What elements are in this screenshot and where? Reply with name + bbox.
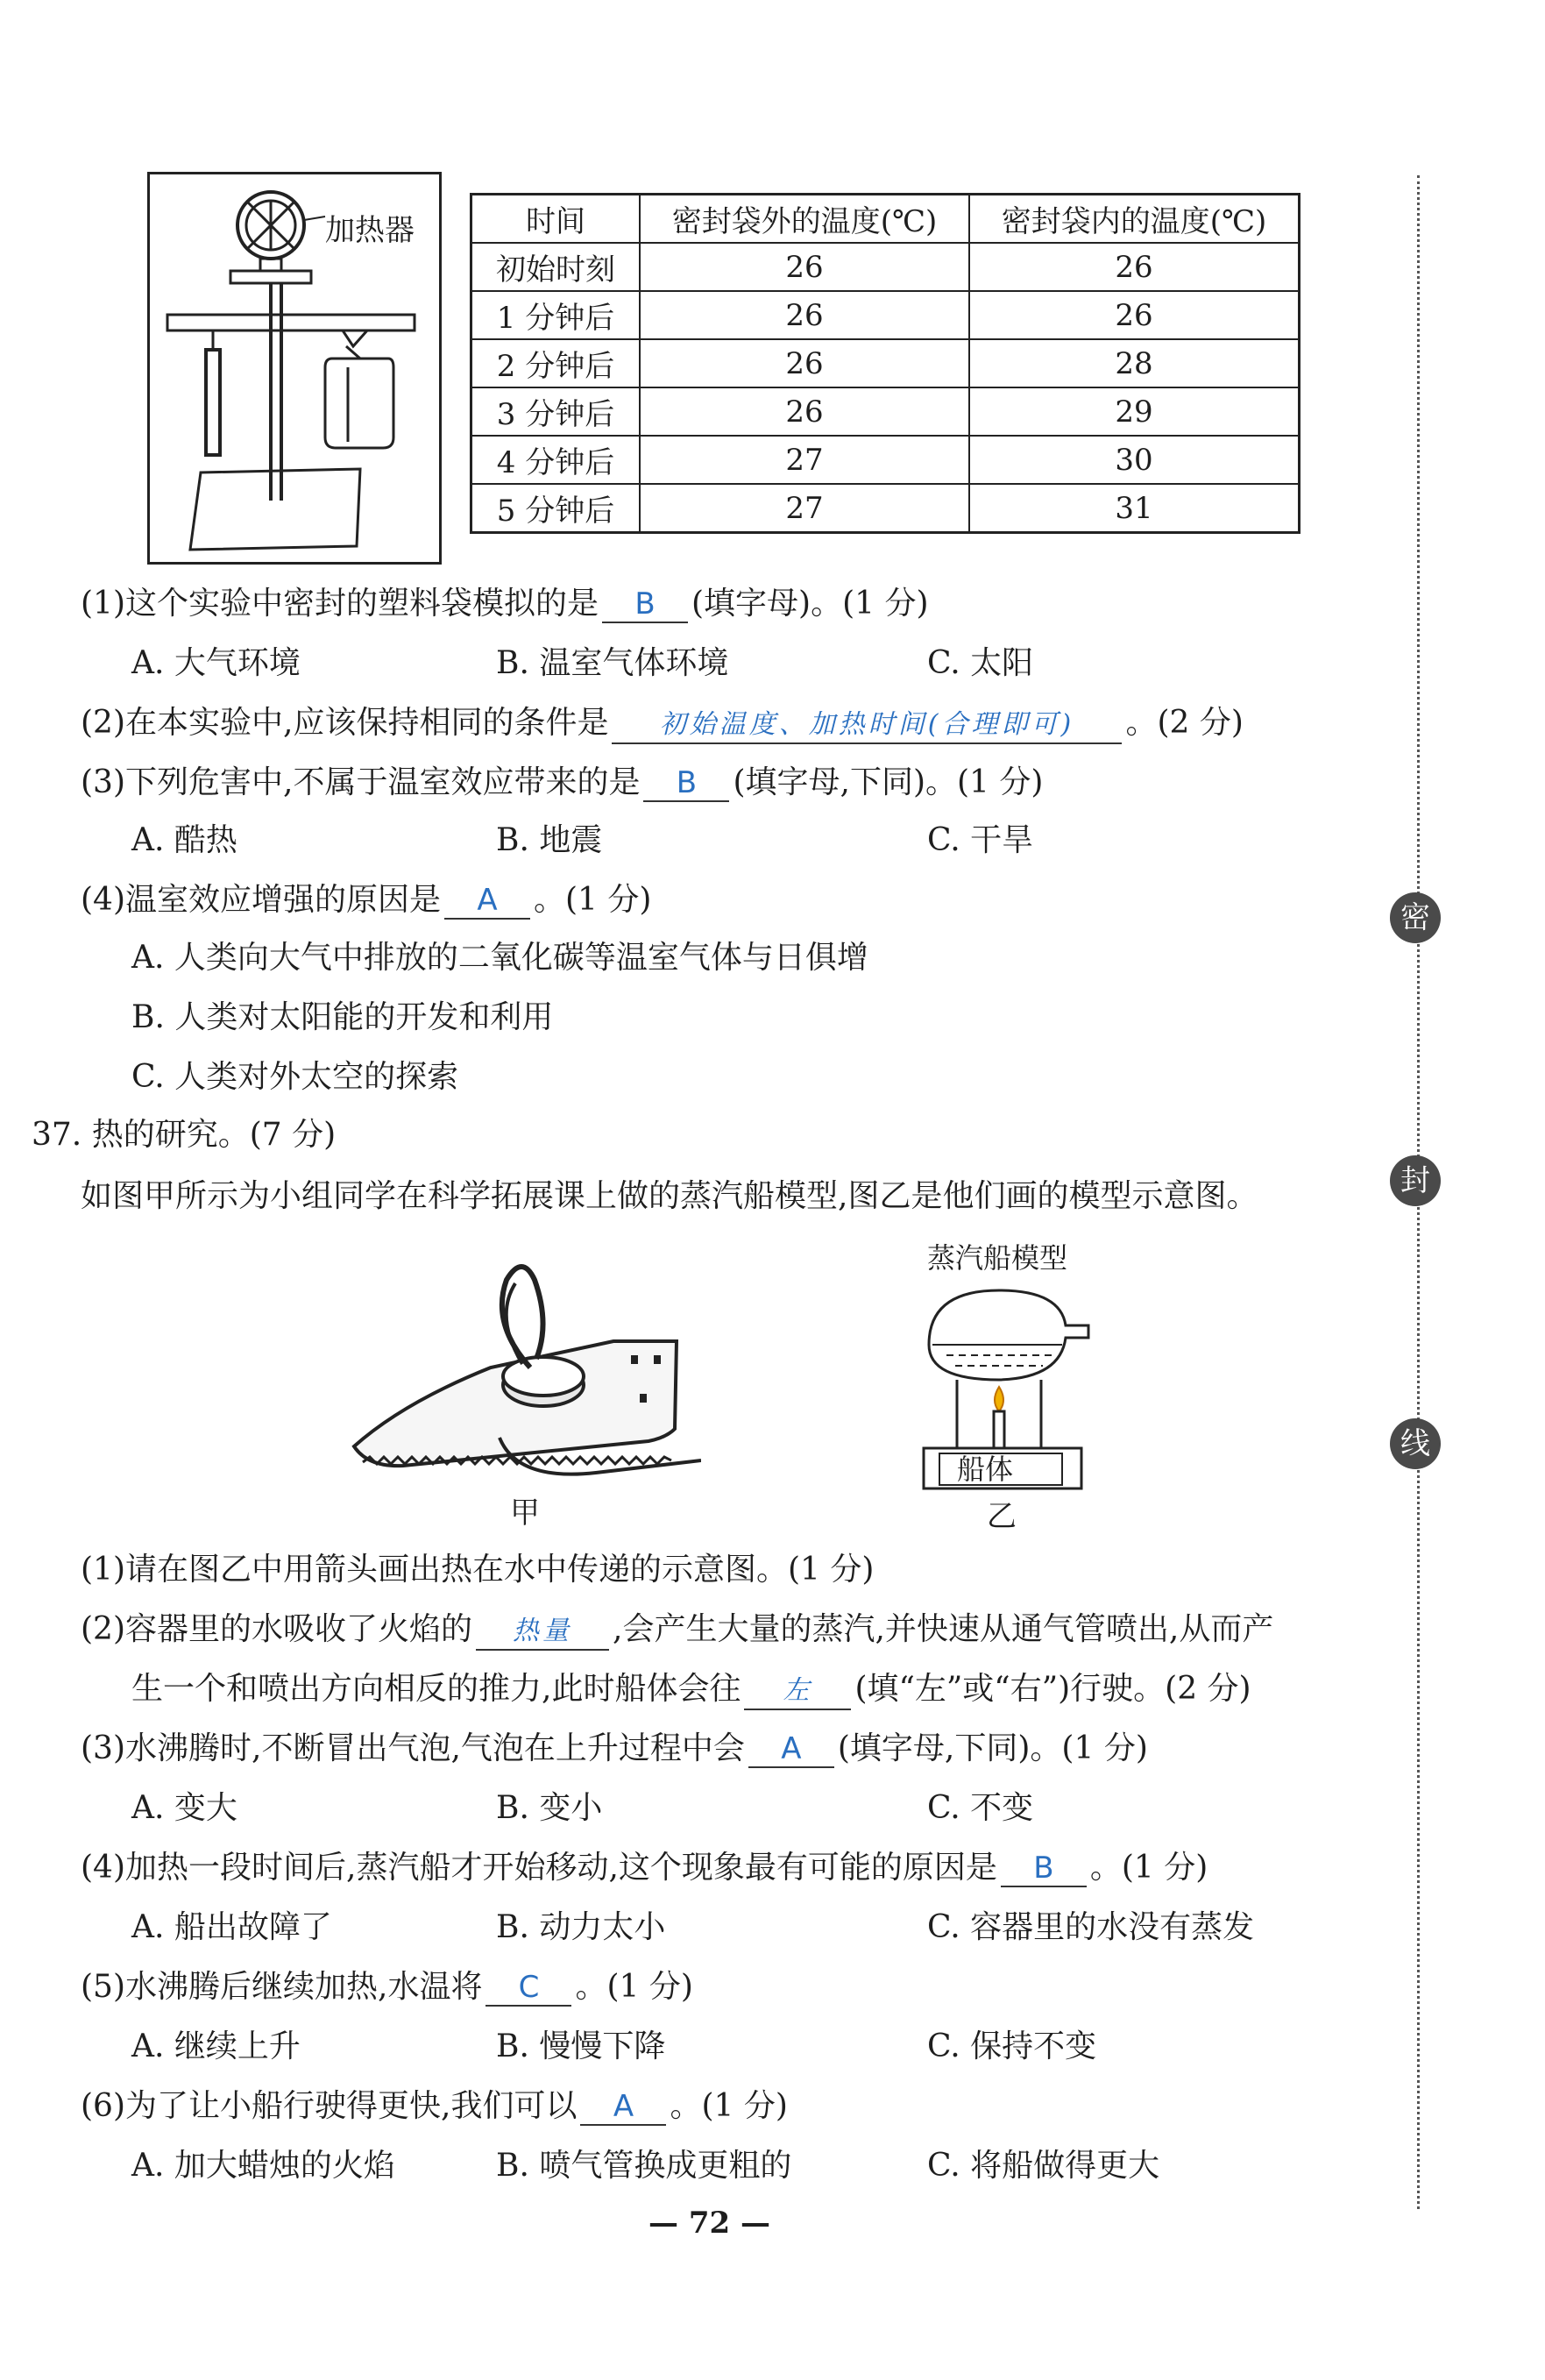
q37-intro: 如图甲所示为小组同学在科学拓展课上做的蒸汽船模型,图乙是他们画的模型示意图。 <box>81 1178 1258 1214</box>
seal-mark-xian: 线 <box>1390 1418 1441 1469</box>
q37-title: 37. 热的研究。(7 分) <box>32 1117 337 1153</box>
q36-part3-text: (3)下列危害中,不属于温室效应带来的是 <box>81 764 641 800</box>
q36-part1-option-a: A. 大气环境 <box>131 645 301 681</box>
hull-label: 船体 <box>957 1453 1014 1486</box>
steamboat-schematic-yi <box>920 1282 1095 1492</box>
q36-part4-option-b: B. 人类对太阳能的开发和利用 <box>131 999 554 1035</box>
table-cell: 26 <box>640 243 969 291</box>
q37-part5-option-c: C. 保持不变 <box>927 2028 1097 2064</box>
q37-part5-option-b: B. 慢慢下降 <box>496 2028 666 2064</box>
table-cell: 30 <box>969 436 1300 484</box>
steamboat-figure-jia <box>351 1254 701 1517</box>
table-header: 时间 <box>471 195 641 244</box>
q37-part2-text: (2)容器里的水吸收了火焰的 <box>81 1611 472 1647</box>
q37-part4 <box>81 1848 1208 1888</box>
q36-part2-text: (2)在本实验中,应该保持相同的条件是 <box>81 705 609 741</box>
heater-apparatus-figure <box>147 172 442 565</box>
q37-part5 <box>81 1967 693 2007</box>
q37-part2-direction-answer[interactable]: 左 <box>744 1673 851 1710</box>
q36-part3-answer[interactable]: B <box>643 765 729 802</box>
q37-part6-text: (6)为了让小船行驶得更快,我们可以 <box>81 2088 578 2124</box>
table-row <box>471 243 1300 291</box>
q37-part3 <box>81 1729 1148 1769</box>
table-cell: 26 <box>640 291 969 339</box>
q37-part5-text: (5)水沸腾后继续加热,水温将 <box>81 1969 483 2005</box>
q37-part2-cont-text: 生一个和喷出方向相反的推力,此时船体会往 <box>131 1671 741 1707</box>
table-row <box>471 291 1300 339</box>
q37-part6-option-b: B. 喷气管换成更粗的 <box>496 2148 792 2184</box>
table-header: 密封袋外的温度(℃) <box>640 195 969 244</box>
q36-part1-suffix: (填字母)。(1 分) <box>691 586 929 622</box>
q36-part1-option-c: C. 太阳 <box>927 645 1034 681</box>
page-number: — 72 — <box>648 2206 770 2241</box>
q36-part1-option-b: B. 温室气体环境 <box>496 645 729 681</box>
q37-part5-suffix: 。(1 分) <box>575 1969 693 2005</box>
q36-part1 <box>81 584 929 624</box>
q36-part4 <box>81 880 651 920</box>
table-cell: 5 分钟后 <box>471 484 641 533</box>
q36-part1-answer[interactable]: B <box>602 586 688 623</box>
q36-part4-suffix: 。(1 分) <box>534 882 652 918</box>
q37-part4-suffix: 。(1 分) <box>1089 1850 1208 1886</box>
table-cell: 27 <box>640 484 969 533</box>
table-cell: 26 <box>640 339 969 387</box>
q36-part3 <box>81 763 1043 803</box>
q37-part5-option-a: A. 继续上升 <box>131 2028 301 2064</box>
figure-label-jia: 甲 <box>510 1495 540 1531</box>
table-cell: 28 <box>969 339 1300 387</box>
table-cell: 4 分钟后 <box>471 436 641 484</box>
q37-part4-text: (4)加热一段时间后,蒸汽船才开始移动,这个现象最有可能的原因是 <box>81 1850 997 1886</box>
q37-part4-option-a: A. 船出故障了 <box>131 1909 332 1945</box>
q36-part2-suffix: 。(2 分) <box>1125 705 1244 741</box>
table-row <box>471 484 1300 533</box>
q36-part3-option-b: B. 地震 <box>496 822 603 858</box>
table-header: 密封袋内的温度(℃) <box>969 195 1300 244</box>
q37-part4-option-b: B. 动力太小 <box>496 1909 666 1945</box>
q36-part4-option-c: C. 人类对外太空的探索 <box>131 1059 459 1095</box>
table-cell: 31 <box>969 484 1300 533</box>
seal-mark-feng: 封 <box>1390 1155 1441 1206</box>
q36-part2-answer[interactable]: 初始温度、加热时间(合理即可) <box>612 707 1122 744</box>
q37-part4-option-c: C. 容器里的水没有蒸发 <box>927 1909 1255 1945</box>
q37-part2 <box>81 1609 1273 1651</box>
table-cell: 26 <box>969 291 1300 339</box>
q37-part2-cont <box>131 1669 1251 1710</box>
table-cell: 29 <box>969 387 1300 436</box>
table-cell: 26 <box>640 387 969 436</box>
heater-label: 加热器 <box>325 213 415 248</box>
q37-part3-option-a: A. 变大 <box>131 1790 237 1826</box>
table-header-row <box>471 195 1300 244</box>
table-row <box>471 436 1300 484</box>
q36-part1-text: (1)这个实验中密封的塑料袋模拟的是 <box>81 586 599 622</box>
q37-part6 <box>81 2086 788 2127</box>
table-cell: 26 <box>969 243 1300 291</box>
q37-part2-suffix: ,会产生大量的蒸汽,并快速从通气管喷出,从而产 <box>613 1611 1274 1647</box>
q37-part6-answer[interactable]: A <box>580 2089 666 2126</box>
q37-part3-text: (3)水沸腾时,不断冒出气泡,气泡在上升过程中会 <box>81 1730 745 1766</box>
q37-part3-suffix: (填字母,下同)。(1 分) <box>837 1730 1148 1766</box>
q37-part3-answer[interactable]: A <box>748 1731 834 1768</box>
table-row <box>471 339 1300 387</box>
q37-part6-option-a: A. 加大蜡烛的火焰 <box>131 2148 395 2184</box>
q36-part4-option-a: A. 人类向大气中排放的二氧化碳等温室气体与日俱增 <box>131 940 868 976</box>
steamboat-model-label: 蒸汽船模型 <box>927 1241 1068 1275</box>
q37-part2-answer[interactable]: 热量 <box>476 1614 609 1651</box>
seal-mark-mi: 密 <box>1390 892 1441 943</box>
q37-part3-option-c: C. 不变 <box>927 1790 1034 1826</box>
q37-part6-option-c: C. 将船做得更大 <box>927 2148 1160 2184</box>
q36-part3-option-c: C. 干旱 <box>927 822 1034 858</box>
table-cell: 27 <box>640 436 969 484</box>
q36-part3-option-a: A. 酷热 <box>131 822 237 858</box>
q37-part2-cont-suffix: (填“左”或“右”)行驶。(2 分) <box>854 1671 1251 1707</box>
steamboat-drawing <box>351 1254 701 1517</box>
q36-part2 <box>81 703 1244 744</box>
q37-part5-answer[interactable]: C <box>485 1970 571 2007</box>
q37-part6-suffix: 。(1 分) <box>670 2088 788 2124</box>
table-cell: 1 分钟后 <box>471 291 641 339</box>
q37-part1: (1)请在图乙中用箭头画出热在水中传递的示意图。(1 分) <box>81 1552 875 1588</box>
figure-label-yi: 乙 <box>987 1499 1017 1534</box>
q36-part4-answer[interactable]: A <box>444 883 530 920</box>
q37-part4-answer[interactable]: B <box>1001 1851 1087 1887</box>
table-cell: 3 分钟后 <box>471 387 641 436</box>
table-row <box>471 387 1300 436</box>
q36-part4-text: (4)温室效应增强的原因是 <box>81 882 441 918</box>
table-cell: 2 分钟后 <box>471 339 641 387</box>
q37-part3-option-b: B. 变小 <box>496 1790 603 1826</box>
temperature-table <box>470 193 1300 534</box>
q36-part3-suffix: (填字母,下同)。(1 分) <box>733 764 1044 800</box>
table-cell: 初始时刻 <box>471 243 641 291</box>
